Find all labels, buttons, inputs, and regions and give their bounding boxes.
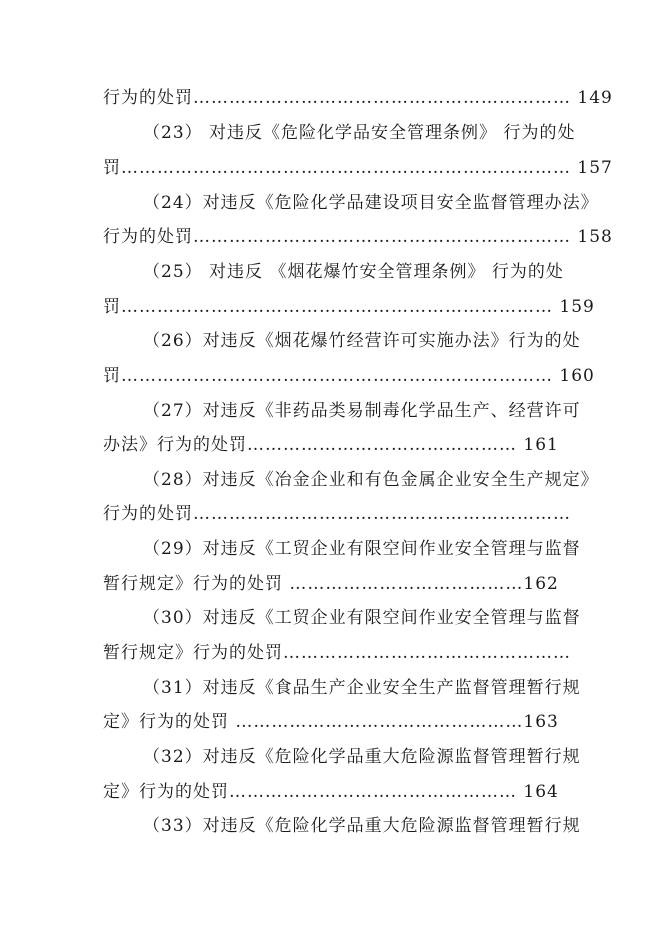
toc-line: 定》行为的处罚 …………………………………………163 xyxy=(103,712,559,732)
toc-entry-27: （27）对违反《非药品类易制毒化学品生产、经营许可 xyxy=(143,401,581,421)
toc-entry-24: （24）对违反《危险化学品建设项目安全监督管理办法》 xyxy=(143,193,599,213)
toc-entry-23: （23） 对违反《危险化学品安全管理条例》 行为的处 xyxy=(143,123,576,143)
toc-line: 罚………………………………………………………………… 157 xyxy=(103,158,613,178)
toc-entry-31: （31）对违反《食品生产企业安全生产监督管理暂行规 xyxy=(143,678,581,698)
toc-entry-26: （26）对违反《烟花爆竹经营许可实施办法》行为的处 xyxy=(143,331,581,351)
toc-entry-29: （29）对违反《工贸企业有限空间作业安全管理与监督 xyxy=(143,539,581,559)
toc-entry-33: （33）对违反《危险化学品重大危险源监督管理暂行规 xyxy=(143,816,581,836)
toc-line: 行为的处罚……………………………………………………… xyxy=(103,504,571,524)
toc-line: 办法》行为的处罚……………………………………… 161 xyxy=(103,435,559,455)
toc-entry-28: （28）对违反《冶金企业和有色金属企业安全生产规定》 xyxy=(143,470,599,490)
toc-line: 暂行规定》行为的处罚 …………………………………162 xyxy=(103,574,559,594)
toc-line: 行为的处罚……………………………………………………… 149 xyxy=(103,88,613,108)
toc-line: 行为的处罚……………………………………………………… 158 xyxy=(103,227,613,247)
toc-entry-30: （30）对违反《工贸企业有限空间作业安全管理与监督 xyxy=(143,608,581,628)
toc-line: 定》行为的处罚………………………………………… 164 xyxy=(103,782,559,802)
toc-entry-25: （25） 对违反 《烟花爆竹安全管理条例》 行为的处 xyxy=(143,262,564,282)
toc-line: 罚……………………………………………………………… 160 xyxy=(103,366,595,386)
toc-line: 罚……………………………………………………………… 159 xyxy=(103,297,595,317)
toc-entry-32: （32）对违反《危险化学品重大危险源监督管理暂行规 xyxy=(143,747,581,767)
toc-line: 暂行规定》行为的处罚………………………………………… xyxy=(103,643,571,663)
